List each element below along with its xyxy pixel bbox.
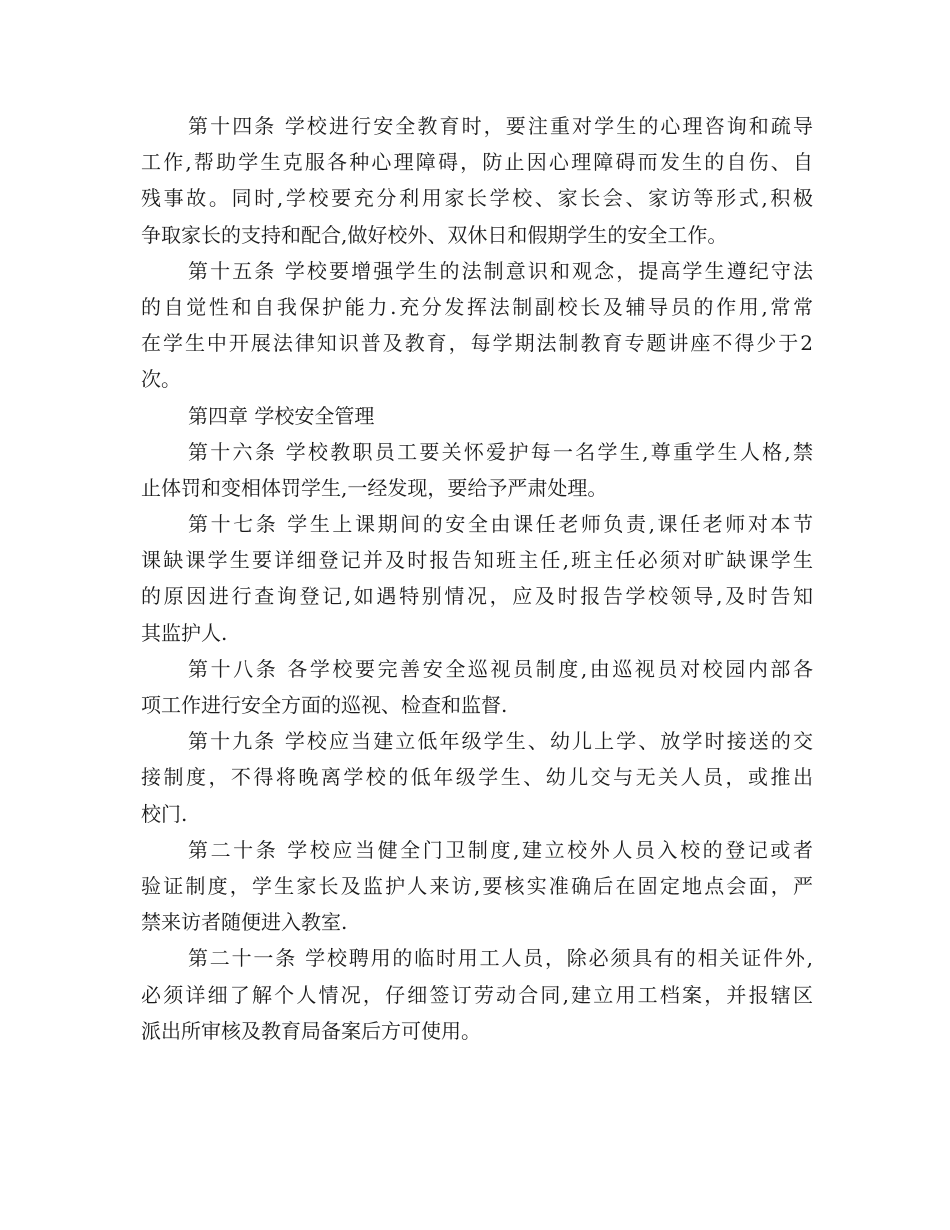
paragraph-first-line: 第二十一条 学校聘用的临时用工人员，除必须具有的相关证件外, bbox=[188, 946, 813, 971]
paragraph-line: 项工作进行安全方面的巡视、检查和监督. bbox=[141, 693, 508, 717]
paragraph-line: 的原因进行查询登记,如遇特别情况，应及时报告学校领导,及时告知 bbox=[141, 584, 813, 609]
paragraph-first-line: 第十八条 各学校要完善安全巡视员制度,由巡视员对校园内部各 bbox=[188, 656, 813, 681]
paragraph-line: 必须详细了解个人情况，仔细签订劳动合同,建立用工档案，并报辖区 bbox=[141, 982, 813, 1007]
paragraph-line: 次。 bbox=[141, 367, 181, 392]
paragraph-line: 派出所审核及教育局备案后方可使用。 bbox=[141, 1018, 481, 1043]
paragraph-line: 验证制度，学生家长及监护人来访,要核实准确后在固定地点会面，严 bbox=[141, 873, 813, 898]
paragraph-first-line: 第二十条 学校应当健全门卫制度,建立校外人员入校的登记或者 bbox=[188, 837, 813, 862]
paragraph-line: 的自觉性和自我保护能力.充分发挥法制副校长及辅导员的作用,常常 bbox=[141, 294, 813, 319]
paragraph-first-line: 第四章 学校安全管理 bbox=[188, 403, 375, 428]
paragraph-line: 在学生中开展法律知识普及教育，每学期法制教育专题讲座不得少于2 bbox=[141, 331, 813, 356]
document-body bbox=[141, 108, 813, 1049]
paragraph-line: 课缺课学生要详细登记并及时报告知班主任,班主任必须对旷缺课学生 bbox=[141, 548, 813, 573]
paragraph-first-line: 第十六条 学校教职员工要关怀爱护每一名学生,尊重学生人格,禁 bbox=[188, 439, 813, 464]
paragraph-first-line: 第十九条 学校应当建立低年级学生、幼儿上学、放学时接送的交 bbox=[188, 729, 813, 754]
paragraph-line: 工作,帮助学生克服各种心理障碍，防止因心理障碍而发生的自伤、自 bbox=[141, 150, 813, 175]
paragraph-first-line: 第十七条 学生上课期间的安全由课任老师负责,课任老师对本节 bbox=[188, 512, 813, 537]
paragraph-line: 其监护人. bbox=[141, 620, 228, 645]
paragraph-line: 止体罚和变相体罚学生,一经发现，要给予严肃处理。 bbox=[141, 475, 608, 500]
paragraph-line: 残事故。同时,学校要充分利用家长学校、家长会、家访等形式,积极 bbox=[141, 186, 813, 211]
paragraph-line: 校门. bbox=[141, 801, 188, 826]
paragraph-line: 禁来访者随便进入教室. bbox=[141, 910, 348, 935]
paragraph-line: 接制度，不得将晚离学校的低年级学生、幼儿交与无关人员，或推出 bbox=[141, 765, 813, 790]
paragraph-first-line: 第十四条 学校进行安全教育时，要注重对学生的心理咨询和疏导 bbox=[188, 114, 813, 138]
paragraph-line: 争取家长的支持和配合,做好校外、双休日和假期学生的安全工作。 bbox=[141, 222, 728, 247]
paragraph-first-line: 第十五条 学校要增强学生的法制意识和观念，提高学生遵纪守法 bbox=[188, 258, 813, 283]
